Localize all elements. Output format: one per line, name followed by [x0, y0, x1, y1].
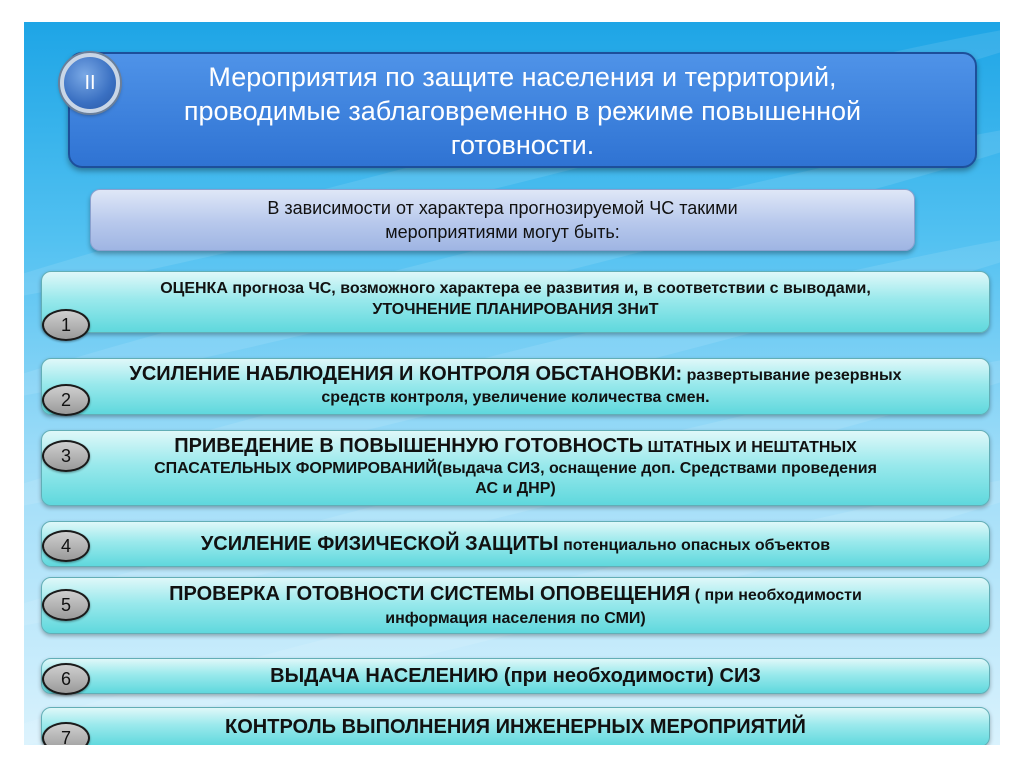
subtitle-box — [90, 189, 915, 251]
slide — [24, 22, 1000, 745]
measure-item-5 — [41, 577, 990, 634]
item-2-detail: развертывание резервных — [682, 367, 902, 384]
title-box — [68, 52, 977, 168]
item-1-line-1: ОЦЕНКА прогноза ЧС, возможного характера ее развития и, в соответствии с выводами, — [160, 280, 871, 297]
measure-item-1 — [41, 271, 990, 333]
item-7-heading: КОНТРОЛЬ ВЫПОЛНЕНИЯ ИНЖЕНЕРНЫХ МЕРОПРИЯТИЙ — [225, 716, 806, 738]
item-3-heading: ПРИВЕДЕНИЕ В ПОВЫШЕННУЮ ГОТОВНОСТЬ — [174, 435, 644, 457]
subtitle-line-1: В зависимости от характера прогнозируемой ЧС такими — [267, 198, 738, 218]
subtitle-line-2: мероприятиями могут быть: — [385, 222, 620, 242]
item-3-line-3: АС и ДНР) — [475, 480, 556, 497]
item-number-5: 5 — [42, 589, 90, 621]
measure-item-6 — [41, 658, 990, 694]
item-2-heading: УСИЛЕНИЕ НАБЛЮДЕНИЯ И КОНТРОЛЯ ОБСТАНОВКИ: — [129, 363, 683, 385]
item-5-line-2: информация населения по СМИ) — [385, 610, 646, 627]
item-6-heading: ВЫДАЧА НАСЕЛЕНИЮ (при необходимости) СИЗ — [270, 665, 761, 687]
measure-item-7 — [41, 707, 990, 745]
measure-item-2 — [41, 358, 990, 415]
item-4-detail: потенциально опасных объектов — [558, 537, 831, 554]
item-5-heading: ПРОВЕРКА ГОТОВНОСТИ СИСТЕМЫ ОПОВЕЩЕНИЯ — [169, 583, 691, 605]
item-2-line-2: средств контроля, увеличение количества смен. — [321, 389, 710, 406]
item-number-1: 1 — [42, 309, 90, 341]
title-line-2: проводимые заблаговременно в режиме повышенной — [183, 96, 862, 126]
measure-item-4 — [41, 521, 990, 567]
item-number-6: 6 — [42, 663, 90, 695]
item-5-detail: ( при необходимости — [690, 587, 862, 604]
item-number-4: 4 — [42, 530, 90, 562]
section-number-badge: II — [60, 53, 120, 113]
title-line-3: готовности. — [450, 130, 595, 160]
item-number-7: 7 — [42, 722, 90, 745]
item-4-heading: УСИЛЕНИЕ ФИЗИЧЕСКОЙ ЗАЩИТЫ — [200, 533, 559, 555]
item-number-2: 2 — [42, 384, 90, 416]
item-1-line-2: УТОЧНЕНИЕ ПЛАНИРОВАНИЯ ЗНиТ — [372, 301, 659, 318]
item-number-3: 3 — [42, 440, 90, 472]
item-3-detail: ШТАТНЫХ И НЕШТАТНЫХ — [643, 439, 857, 456]
measure-item-3 — [41, 430, 990, 506]
item-3-line-2: СПАСАТЕЛЬНЫХ ФОРМИРОВАНИЙ(выдача СИЗ, оснащение доп. Средствами проведения — [154, 460, 877, 477]
page-title — [90, 60, 955, 162]
title-line-1: Мероприятия по защите населения и территорий, — [208, 62, 837, 92]
